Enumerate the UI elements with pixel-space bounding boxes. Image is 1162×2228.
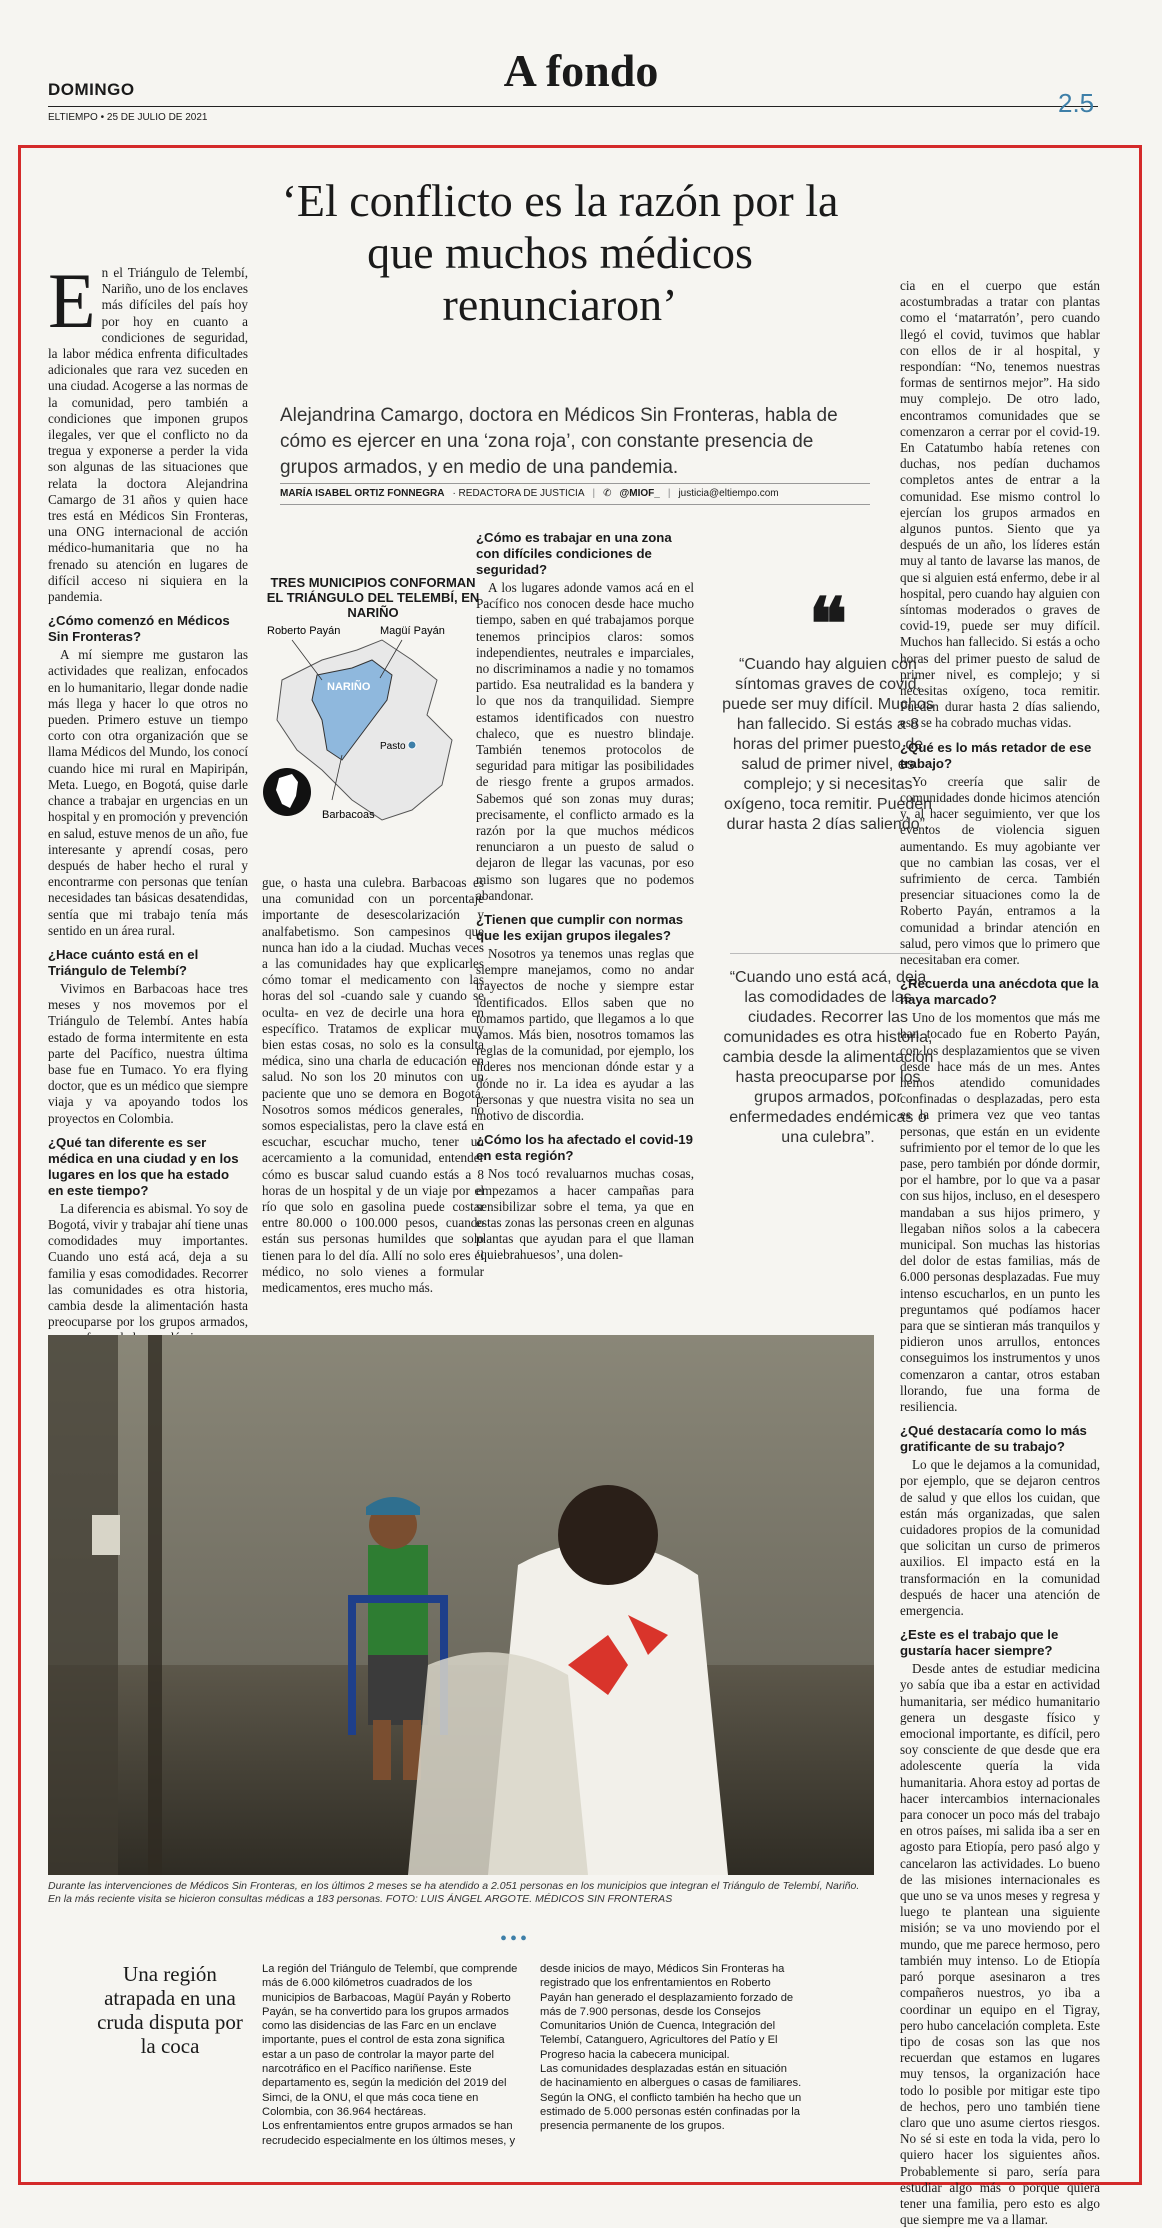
byline-separator: | — [592, 488, 596, 499]
page-number: 2.5 — [1058, 88, 1095, 118]
telembi-map — [262, 620, 484, 830]
byline-author: MARÍA ISABEL ORTIZ FONNEGRA — [280, 488, 445, 499]
article-photo — [48, 1335, 874, 1875]
answer-paragraph: La diferencia es abismal. Yo soy de Bogotá, vivir y trabajar ahí tiene unas comodidades muy importantes. Cuando uno está acá, deja a su familia y esas comodidades. Recorrer las comunidades es otra historia, cambia desde la alimentación hasta preocuparse por los grupos armados, — [48, 1200, 248, 1330]
question-heading: ¿Cómo es trabajar en una zona con difíciles condiciones de seguridad? — [476, 530, 672, 577]
twitter-icon: ✆ — [603, 488, 612, 499]
answer-paragraph: Nosotros ya tenemos unas reglas que siempre manejamos, como no andar trayectos de noche y siempre estar identificados. Ellos saben que no tomamos partido, que llegamos a lo que vamos. Más bien, nosotros tomamos las reglas de la comunidad, por ejemplo, los líderes nos mencionan dónde estar y a dónde no ir. La idea es ayudar a las personas y que nuestra visita no sea un motivo de discordia. — [476, 946, 694, 1124]
answer-paragraph: gue, o hasta una culebra. Barbacoas es una comunidad con un porcentaje importante de desescolarización y analfabetismo. Son campesinos que nunca han ido a la ciudad. Muchas veces a las comunidades hay que explicarles cómo tomar el medicamento con las horas del sol -cuando sale y cuando se oculta- en vez de decirle una hora en específico. Tratamos de explicar muy bien estas cosas, no solo es la consulta médica, sino una charla de educación en salud. No son los 20 minutos con un paciente que uno se demora en Bogotá. Nosotros somos médicos generales, no somos especialistas, pero la clave está en escuchar, escuchar mucho, tener un acercamiento a la comunidad, entender cómo es buscar salud cuando estás a 8 horas de un hospital y de un viaje por el río que solo en gasolina puede costar entre 80.000 o 100.000 pesos, cuando están sus personas humildes que solo tienen para lo del día. Allí no solo eres el médico, no solo vienes a formular medicamentos, eres mucho más. — [262, 875, 484, 1296]
question-heading: ¿Tienen que cumplir con normas que les exijan grupos ilegales? — [476, 912, 684, 944]
question-heading: ¿Hace cuánto está en el Triángulo de Telembí? — [48, 946, 199, 978]
masthead-rule — [48, 106, 1098, 107]
article-column-5 — [900, 278, 1100, 2228]
headline: ‘El conflicto es la razón por la que muchos médicos renunciaron’ — [281, 175, 839, 330]
question-heading: ¿Cómo comenzó en Médicos Sin Fronteras? — [48, 613, 230, 645]
pull-quote-text: “Cuando uno está acá, deja las comodidades de las ciudades. Recorrer las comunidades es otra historia, cambia desde la alimentación hasta preocuparse por los grupos armados, por enfermedades endémicas o una culebra”. — [722, 969, 934, 1146]
map-label-roberto: Roberto Payán — [267, 625, 341, 637]
map-label-barbacoas: Barbacoas — [322, 809, 375, 821]
answer-paragraph: A los lugares adonde vamos acá en el Pacífico nos conocen desde hace mucho tiempo, saben en qué trabajamos porque tenemos principios claros: somos independientes, neutrales e imparciales, no discriminamos a nadie y no tomamos partido. Esa neutralidad es la bandera y lo que nos da tranquilidad. Siempre estamos identificados con nuestro chaleco, que es nuestro blindaje. También tenemos protocolos de seguridad para mitigar las posibilidades de riesgo frente a grupos armados. Sabemos qué son zonas muy duras; precisamente, el conflicto armado es la razón por la que muchos médicos renunciaron a un puesto de salud o dejaron de llegar las vacunas, por eso mismo son lugares que no podemos abandonar. — [476, 580, 694, 903]
section-dots: ••• — [500, 1928, 531, 1950]
sidebar-column-2 — [540, 1962, 802, 2167]
byline-email[interactable]: justicia@eltiempo.com — [678, 488, 779, 499]
sidebar-paragraph: Las comunidades desplazadas están en situación de hacinamiento en albergues o casas de familiares. Según la ONG, el conflicto también ha hecho que un estimado de 5.000 personas estén confinadas por la presencia permanente de los grupos. — [540, 2063, 802, 2133]
answer-paragraph: Yo creería que salir de comunidades donde hicimos atención y, al hacer seguimiento, ver que los eventos de violencia siguen aumentando. Es muy agobiante ver que no cambian las cosas, ver el sufrimiento de cerca. También presenciar situaciones como la de Roberto Payán, entramos a la comunidad a brindar atención en salud, pero vimos que lo primero que necesitaban era comer. — [900, 773, 1100, 967]
byline-separator: | — [667, 488, 671, 499]
answer-paragraph: A mí siempre me gustaron las actividades que realizan, enfocados en lo humanitario, llegar donde nadie más llega y hacer lo que otros no pueden. Primero estuve un tiempo corto con otra organización que se llama Médicos del Mundo, los conocí cuando hice mi rural en Mapiripán, Meta. Luego, en Bogotá, quise darle chance a trabajar en urgencias en un hospital y en promoción y prevención en salud, estuve menos de un año, fue interesante y aprendí cosas, pero después de haber hecho el rural y encontrarme con personas que tenían necesidades tan básicas desatendidas, sentía que mi trabajo tenía más sentido en un área rural. — [48, 647, 248, 938]
question-heading: ¿Qué destacaría como lo más gratificante de su trabajo? — [900, 1423, 1087, 1455]
map-label-pasto: Pasto — [380, 741, 406, 752]
section-title: A fondo — [503, 45, 659, 96]
sidebar-paragraph: desde inicios de mayo, Médicos Sin Fronteras ha registrado que los enfrentamientos en Roberto Payán han generado el desplazamiento forzado de más de 7.900 personas, desde los Consejos Comunitarios Unión de Cuenca, Integración del Telembí, Catanguero, Agricultores del Patío y El Progreso hacia la cabecera municipal. — [540, 1963, 794, 2061]
map-label-narino: NARIÑO — [327, 681, 371, 693]
drop-cap: E — [48, 257, 96, 344]
map-label-magui: Magüí Payán — [380, 625, 445, 637]
sidebar-paragraph: Los enfrentamientos entre grupos armados se han recrudecido especialmente en los últimos meses, y — [262, 2120, 516, 2147]
sidebar-column-1 — [262, 1962, 524, 2167]
colombia-inset-icon — [263, 768, 311, 816]
answer-paragraph: Vivimos en Barbacoas hace tres meses y nos movemos por el Triángulo de Telembí. Antes había estado de forma intermitente en esta parte del Pacífico, nuestra última base fue en Tumaco. Yo era flying doctor, que es un médico que siempre viaja y va apoyando todos los proyectos en Colombia. — [48, 980, 248, 1126]
subhead: Alejandrina Camargo, doctora en Médicos Sin Fronteras, habla de cómo es ejercer en una ‘zona roja’, con constante presencia de grupos armados, y en medio de una pandemia. — [280, 405, 838, 478]
byline-role: · REDACTORA DE JUSTICIA — [452, 488, 585, 499]
article-column-2 — [262, 875, 484, 1315]
article-column-3 — [476, 530, 694, 1315]
question-heading: ¿Qué tan diferente es ser médica en una ciudad y en los lugares en los que ha estado en este tiempo? — [48, 1134, 239, 1198]
question-heading: ¿Este es el trabajo que le gustaría hacer siempre? — [900, 1627, 1059, 1659]
sidebar-title: Una región atrapada en una cruda disputa por la coca — [97, 1962, 243, 2058]
question-heading: ¿Cómo los ha afectado el covid-19 en esta región? — [476, 1132, 693, 1164]
masthead-day: DOMINGO — [48, 80, 135, 99]
pull-quote-text: “Cuando hay alguien con síntomas graves de covid, puede ser muy difícil. Muchos han fallecido. Si estás a 8 horas del primer puesto de salud de primer nivel, es complejo; y si necesitas oxígeno, toca remitir. Pueden durar hasta 2 días saliendo”. — [722, 656, 934, 833]
article-column-1 — [48, 257, 248, 1470]
answer-paragraph: Nos tocó revaluarnos muchas cosas, empezamos a hacer campañas para sensibilizar sobre el tema, ya que en estas zonas las personas creen en algunas plantas que ayudan para el que llaman ‘quiebrahuesos’, una dolen- — [476, 1166, 694, 1263]
map-title: TRES MUNICIPIOS CONFORMAN EL TRIÁNGULO DEL TELEMBÍ, EN NARIÑO — [266, 575, 480, 620]
intro-paragraph: En el Triángulo de Telembí, Nariño, uno de los enclaves más difíciles del país hoy por hoy en cuanto a condiciones de seguridad, la labor médica enfrenta dificultades adicionales que rara vez suceden en una ciudad. Acogerse a las normas de la comunidad, pero también a condiciones que imponen grupos ilegales, ver que el conflicto no da tregua y exponerse a perder la vida son algunas de las situaciones que relata la doctora Alejandrina Camargo de 31 años y quien hace tres está en Médicos Sin Fronteras, una ONG internacional de acción médico-humanitaria que no ha frenado su atención en lugares de difícil acceso ni siquiera en la pandemia. — [48, 257, 248, 605]
quote-icon: ❝ — [808, 585, 848, 665]
plastic-chair — [408, 1652, 588, 1875]
question-heading: ¿Qué es lo más retador de ese trabajo? — [900, 739, 1092, 771]
byline-handle[interactable]: @MIOF_ — [619, 488, 660, 499]
question-heading: ¿Recuerda una anécdota que la haya marcado? — [900, 976, 1099, 1008]
byline — [280, 483, 870, 505]
answer-paragraph: cia en el cuerpo que están acostumbradas a tratar con plantas como el ‘matarratón’, pero cuando llegó el covid, tuvimos que hablar con ellos de ir al hospital, y respondían: “No, tenemos nuestras formas de sentirnos mejor”. Ha sido muy complejo. De otro lado, encontramos comunidades que se comenzaron a cerrar por el covid-19. En Catatumbo había retenes con duchas, nos pedían duchamos completos antes de entrar a la comunidad. Ese mismo control lo ejercían los grupos armados en algunos puntos. Siento que ya después de un año, los líderes están muy al tanto de lavarse las manos, de que si alguien está enfermo, debe ir al hospital, pero cuando hay alguien con síntomas moderados o graves de covid-19, puede ser muy difícil. Muchos han fallecido. Si estás a ocho horas del primer puesto de salud de primer nivel, es complejo; y si necesitas oxígeno, toca remitir. Pueden durar hasta 2 días saliendo, eso se ha cobrado muchas vidas. — [900, 278, 1100, 731]
answer-paragraph: Desde antes de estudiar medicina yo sabía que iba a estar en actividad humanitaria, ser médico humanitario genera un desgaste físico y emocional importante, es difícil, pero soy consciente de que desde que era adolescente quería la vida humanitaria. Ahora estoy ad portas de hacer intercambios internacionales para conocer un poco más del trabajo en otros países, mi salida iba a ser en agosto para Etiopía, pero pasó algo y cancelaron las actividades. Lo bueno de las misiones internacionales es que uno se va unos meses y regresa y luego te plantean una siguiente misión; se va uno moviendo por el mundo, que me parece hermoso, pero también muy intenso. Lo de Etiopía paró porque asesinaron a tres compañeros nuestros, yo iba a coordinar un equipo en el Tigray, pero hubo cancelación completa. Este tipo de cosas son las que nos recuerdan que estamos en lugares muy tensos, la organización hace todo lo posible por mitigar este tipo de hechos, pero uno también tiene claro que uno asume ciertos riesgos. No sé si este en toda la vida, pero lo quiero hacer los siguientes años. Probablemente si paro, sería para estudiar algo más o porque quiera tener una familia, pero esto es algo que siempre me va a llamar. — [900, 1661, 1100, 2228]
answer-paragraph: Lo que le dejamos a la comunidad, por ejemplo, que se dejaron centros de salud y que ellos los cuidan, que están más organizadas, que salen cuidadores propios de la comunidad que solicitan un curso de primeros auxilios. El impacto está en la transformación en la comunidad después de hacer una atención de emergencia. — [900, 1457, 1100, 1619]
photo-caption: Durante las intervenciones de Médicos Sin Fronteras, en los últimos 2 meses se ha atendido a 2.051 personas en los municipios que integran el Triángulo de Telembí, Nariño. En la más reciente visita se hicieron consultas médicas a 183 personas. FOTO: LUIS ÁNGEL ARGOTE. MÉDICOS SIN FRONTERAS — [48, 1880, 860, 1905]
answer-paragraph: Uno de los momentos que más me han tocado fue en Roberto Payán, con los desplazamientos que se viven desde hace más de un mes. Antes hemos atendido comunidades confinadas o desplazadas, pero esta es la primera vez que veo tantas personas, que están en un evidente sufrimiento por el temor de lo que les pase, pero también por dónde dormir, por el hambre, por lo que va a pasar con sus hijos, incluso, en el desespero mandaban a sus hijos primero, y llegaban niños solos a la cabecera municipal. Son muchas las historias del dolor de estas familias, más de 6.000 personas desplazadas. Fue muy intenso escucharlos, en un punto les preguntamos qué podíamos hacer para que se sintieran más tranquilos y pidieron unos arrullos, entonces conseguimos los instrumentos y unos comenzaron a cantar, otros estaban llorando, fue una forma de resiliencia. — [900, 1010, 1100, 1414]
sidebar-paragraph: La región del Triángulo de Telembí, que comprende más de 6.000 kilómetros cuadrados de los municipios de Barbacoas, Magüí Payán y Roberto Payán, se ha convertido para los grupos armados como las disidencias de las Farc en un enclave importante, pues el control de esta zona significa estar a un paso de controlar la mayor parte del narcotráfico en el Pacífico nariñense. Este departamento es, según la medición del 2019 del Simci, de la ONU, el que más coca tiene en Colombia, con 36.964 hectáreas. — [262, 1963, 518, 2118]
pasto-marker — [408, 741, 416, 749]
masthead-date: ELTIEMPO • 25 DE JULIO DE 2021 — [48, 112, 208, 123]
